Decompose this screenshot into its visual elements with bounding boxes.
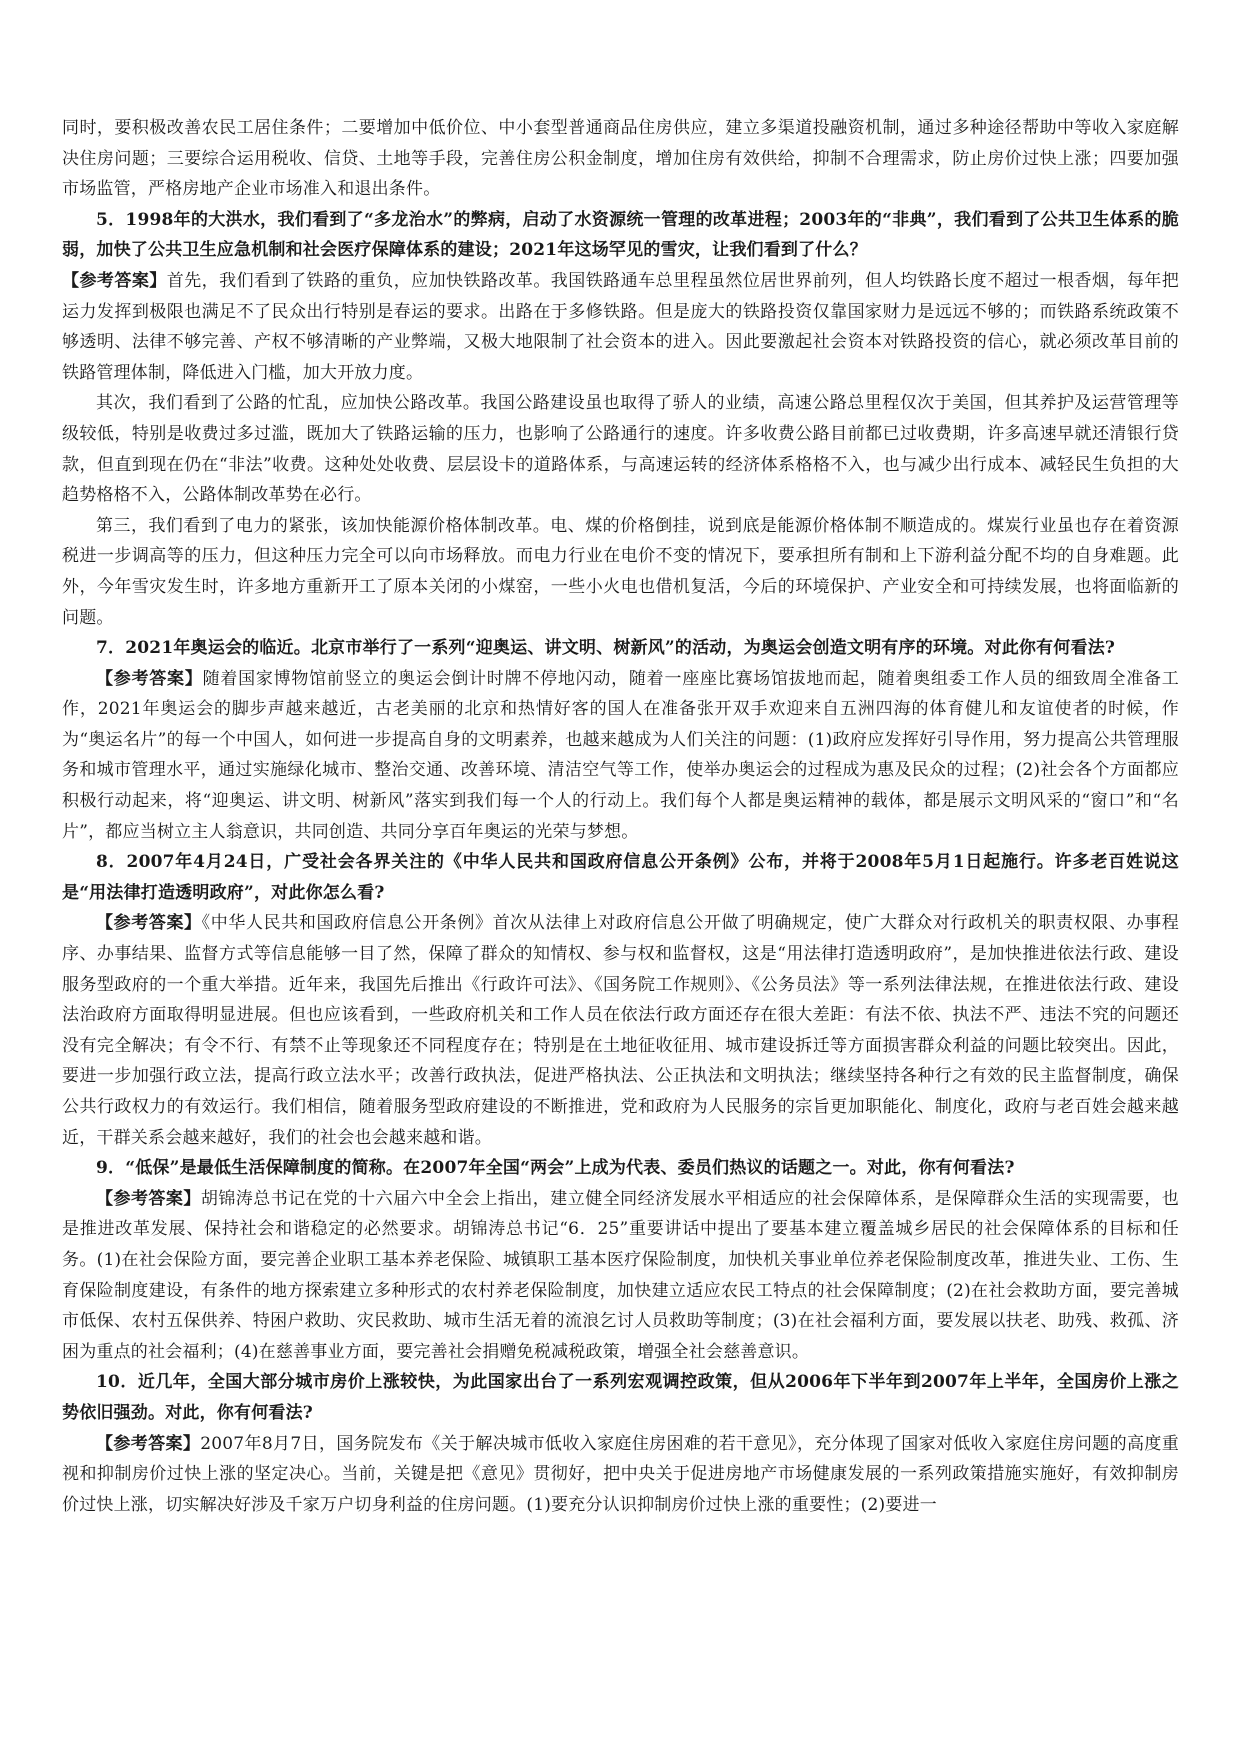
answer-paragraph [62,266,1179,388]
answer-paragraph [62,113,1179,205]
answer-paragraph [62,664,1179,848]
paragraph-text: 其次，我们看到了公路的忙乱，应加快公路改革。我国公路建设虽也取得了骄人的业绩，高速公路总里程仅次于美国，但其养护及运营管理等级较低，特别是收费过多过滥，既加大了铁路运输的压力，也影响了公路通行的速度。许多收费公路目前都已过收费期，许多高速早就还清银行贷款，但直到现在仍在“非法”收费。这种处处收费、层层设卡的道路体系，与高速运转的经济体系格格不入，也与减少出行成本、减轻民生负担的大趋势格格不入，公路体制改革势在必行。 [62,393,1179,506]
paragraph-text: 首先，我们看到了铁路的重负，应加快铁路改革。我国铁路通车总里程虽然位居世界前列，但人均铁路长度不超过一根香烟，每年把运力发挥到极限也满足不了民众出行特别是春运的要求。出路在于多修铁路。但是庞大的铁路投资仅靠国家财力是远远不够的；而铁路系统政策不够透明、法律不够完善、产权不够清晰的产业弊端，又极大地限制了社会资本的进入。因此要激起社会资本对铁路投资的信心，就必须改革目前的铁路管理体制，降低进入门槛，加大开放力度。 [62,270,1179,383]
paragraph-text: 第三，我们看到了电力的紧张，该加快能源价格体制改革。电、煤的价格倒挂，说到底是能源价格体制不顺造成的。煤炭行业虽也存在着资源税进一步调高等的压力，但这种压力完全可以向市场释放。而电力行业在电价不变的情况下，要承担所有制和上下游利益分配不均的自身难题。此外，今年雪灾发生时，许多地方重新开工了原本关闭的小煤窑，一些小火电也借机复活，今后的环境保护、产业安全和可持续发展，也将面临新的问题。 [62,515,1179,628]
question-paragraph: 7．2021年奥运会的临近。北京市举行了一系列“迎奥运、讲文明、树新风”的活动，为奥运会创造文明有序的环境。对此你有何看法? [96,638,1116,659]
answer-paragraph [62,1184,1179,1368]
answer-label: 【参考答案】 [96,913,202,934]
question-paragraph: 5．1998年的大洪水，我们看到了“多龙治水”的弊病，启动了水资源统一管理的改革进程；2003年的“非典”，我们看到了公共卫生体系的脆弱，加快了公共卫生应急机制和社会医疗保障体系的建设；2021年这场罕见的雪灾，让我们看到了什么？ [62,209,1179,261]
paragraph-text: 2007年8月7日，国务院发布《关于解决城市低收入家庭住房困难的若干意见》，充分体现了国家对低收入家庭住房问题的高度重视和抑制房价过快上涨的坚定决心。当前，关键是把《意见》贯彻好，把中央关于促进房地产市场健康发展的一系列政策措施实施好，有效抑制房价过快上涨，切实解决好涉及千家万户切身利益的住房问题。(1)要充分认识抑制房价过快上涨的重要性；(2)要进一 [62,1433,1179,1515]
answer-label: 【参考答案】 [96,1433,201,1454]
paragraph-text: 同时，要积极改善农民工居住条件；二要增加中低价位、中小套型普通商品住房供应，建立多渠道投融资机制，通过多种途径帮助中等收入家庭解决住房问题；三要综合运用税收、信贷、土地等手段，完善住房公积金制度，增加住房有效供给，抑制不合理需求，防止房价过快上涨；四要加强市场监管，严格房地产企业市场准入和退出条件。 [62,118,1179,200]
question-paragraph: 9．“低保”是最低生活保障制度的简称。在2007年全国“两会”上成为代表、委员们热议的话题之一。对此，你有何看法? [96,1158,1015,1179]
answer-label: 【参考答案】 [96,668,203,689]
answer-paragraph [62,511,1179,633]
answer-paragraph [62,908,1179,1153]
answer-paragraph [62,388,1179,510]
answer-paragraph [62,1429,1179,1521]
paragraph-text: 胡锦涛总书记在党的十六届六中全会上指出，建立健全同经济发展水平相适应的社会保障体系，是保障群众生活的实现需要，也是推进改革发展、保持社会和谐稳定的必然要求。胡锦涛总书记“6．25”重要讲话中提出了要基本建立覆盖城乡居民的社会保障体系的目标和任务。(1)在社会保险方面，要完善企业职工基本养老保险、城镇职工基本医疗保险制度，加快机关事业单位养老保险制度改革，推进失业、工伤、生育保险制度建设，有条件的地方探索建立多种形式的农村养老保险制度，加快建立适应农民工特点的社会保障制度；(2)在社会救助方面，要完善城市低保、农村五保供养、特困户救助、灾民救助、城市生活无着的流浪乞讨人员救助等制度；(3)在社会福利方面，要发展以扶老、助残、救孤、济困为重点的社会福利；(4)在慈善事业方面，要完善社会捐赠免税减税政策，增强全社会慈善意识。 [62,1188,1180,1362]
question-paragraph: 8．2007年4月24日，广受社会各界关注的《中华人民共和国政府信息公开条例》公布，并将于2008年5月1日起施行。许多老百姓说这是“用法律打造透明政府”，对此你怎么看? [62,852,1179,903]
paragraph-text: 随着国家博物馆前竖立的奥运会倒计时牌不停地闪动，随着一座座比赛场馆拔地而起，随着奥组委工作人员的细致周全准备工作，2021年奥运会的脚步声越来越近，古老美丽的北京和热情好客的国人在准备张开双手欢迎来自五洲四海的体育健儿和友谊使者的时候，作为“奥运名片”的每一个中国人，如何进一步提高自身的文明素养，也越来越成为人们关注的问题：(1)政府应发挥好引导作用，努力提高公共管理服务和城市管理水平，通过实施绿化城市、整治交通、改善环境、清洁空气等工作，使举办奥运会的过程成为惠及民众的过程；(2)社会各个方面都应积极行动起来，将“迎奥运、讲文明、树新风”落实到我们每一个人的行动上。我们每个人都是奥运精神的载体，都是展示文明风采的“窗口”和“名片”，都应当树立主人翁意识，共同创造、共同分享百年奥运的光荣与梦想。 [62,668,1180,842]
answer-label: 【参考答案】 [62,270,167,291]
question-paragraph: 10．近几年，全国大部分城市房价上涨较快，为此国家出台了一系列宏观调控政策，但从2006年下半年到2007年上半年，全国房价上涨之势依旧强劲。对此，你有何看法? [62,1372,1179,1423]
paragraph-text: 《中华人民共和国政府信息公开条例》首次从法律上对政府信息公开做了明确规定，使广大群众对行政机关的职责权限、办事程序、办事结果、监督方式等信息能够一目了然，保障了群众的知情权、参与权和监督权，这是“用法律打造透明政府”，是加快推进依法行政、建设服务型政府的一个重大举措。近年来，我国先后推出《行政许可法》、《国务院工作规则》、《公务员法》等一系列法律法规，在推进依法行政、建设法治政府方面取得明显进展。但也应该看到，一些政府机关和工作人员在依法行政方面还存在很大差距：有法不依、执法不严、违法不究的问题还没有完全解决；有令不行、有禁不止等现象还不同程度存在；特别是在土地征收征用、城市建设拆迁等方面损害群众利益的问题比较突出。因此，要进一步加强行政立法，提高行政立法水平；改善行政执法，促进严格执法、公正执法和文明执法；继续坚持各种行之有效的民主监督制度，确保公共行政权力的有效运行。我们相信，随着服务型政府建设的不断推进，党和政府为人民服务的宗旨更加职能化、制度化，政府与老百姓会越来越近，干群关系会越来越好，我们的社会也会越来越和谐。 [62,913,1179,1148]
answer-label: 【参考答案】 [96,1188,201,1209]
document-body [62,113,1179,1520]
